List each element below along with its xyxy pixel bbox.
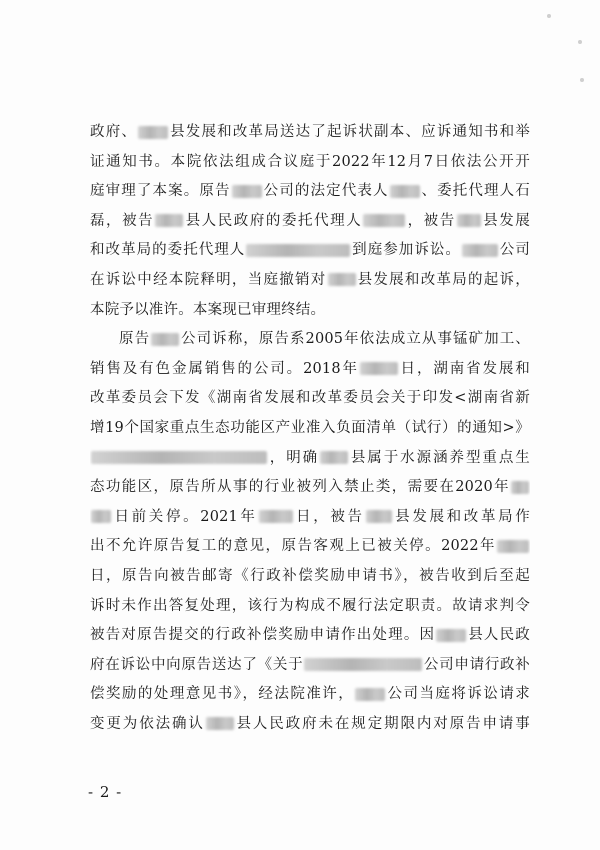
text-segment: 和改革局的委托代理人	[90, 242, 246, 259]
redacted-block	[246, 244, 350, 257]
text-segment: ，明确	[268, 449, 320, 466]
text-segment: 偿奖励的处理意见书》，经法院准许，	[90, 686, 355, 703]
text-segment: 公司	[498, 242, 530, 259]
redacted-block	[366, 510, 392, 523]
redacted-block	[91, 451, 267, 464]
scan-dot-mark	[580, 78, 584, 82]
text-segment: 县发展和改革局送达了起诉状副本、应诉通知书和举	[169, 124, 530, 140]
text-line	[90, 710, 530, 740]
redacted-block	[457, 214, 481, 227]
redacted-block	[138, 126, 168, 139]
text-line	[90, 325, 530, 355]
redacted-block	[155, 214, 183, 227]
text-segment: 县发展和改革局作	[392, 508, 530, 525]
text-segment: 公司申请行政补	[423, 656, 530, 673]
redacted-block	[259, 510, 293, 523]
text-line	[90, 177, 530, 207]
text-segment: ，被告	[406, 212, 456, 229]
redacted-block	[355, 688, 385, 701]
text-line	[90, 532, 530, 562]
redacted-block	[91, 510, 111, 523]
text-segment: 县发展和改革局的起诉，	[356, 271, 530, 288]
text-segment: 县人民政	[467, 627, 530, 644]
text-line	[90, 562, 530, 592]
page-number: - 2 -	[88, 783, 123, 801]
scan-dot-mark	[578, 40, 582, 44]
text-segment: 磊，被告	[90, 212, 155, 229]
text-line	[90, 414, 530, 444]
text-segment: 诉时未作出答复处理，该行为构成不履行法定职责。故请求判令	[90, 597, 530, 614]
text-line	[90, 355, 530, 385]
redacted-block	[511, 481, 529, 494]
text-line	[90, 148, 530, 178]
text-segment: 日，原告向被告邮寄《行政补偿奖励申请书》，被告收到后至起	[90, 567, 530, 584]
text-segment: 日前关停。2021年	[112, 508, 258, 525]
text-line	[90, 384, 530, 414]
text-segment: 、委托代理人石	[420, 183, 530, 200]
text-segment: 到庭参加诉讼。	[351, 242, 461, 259]
redacted-block	[232, 185, 262, 198]
redacted-block	[497, 540, 529, 553]
text-segment: 公司当庭将诉讼请求	[386, 686, 530, 703]
text-line	[90, 118, 530, 148]
redacted-block	[206, 717, 234, 730]
text-segment: 府在诉讼中向原告送达了《关于	[90, 656, 304, 673]
text-segment: 改革委员会下发《湖南省发展和改革委员会关于印发<湖南省新	[90, 390, 530, 407]
redacted-block	[462, 244, 498, 257]
text-segment: 本院予以准许。本案现已审理终结。	[90, 301, 326, 318]
text-line	[90, 444, 530, 474]
text-segment: 县人民政府未在规定期限内对原告申请事	[234, 715, 530, 732]
document-body	[90, 118, 530, 739]
text-segment: 县发展	[481, 212, 530, 229]
redacted-block	[328, 273, 356, 286]
text-line	[90, 473, 530, 503]
text-segment: 日，被告	[293, 508, 365, 525]
text-line	[90, 592, 530, 622]
redacted-block	[436, 629, 466, 642]
text-line	[90, 503, 530, 533]
text-segment: 县人民政府的委托代理人	[184, 212, 363, 229]
text-segment: 原告	[119, 331, 151, 348]
scan-dot-mark	[547, 14, 551, 18]
text-line	[90, 236, 530, 266]
redacted-block	[151, 333, 179, 346]
text-segment: 被告对原告提交的行政补偿奖励申请作出处理。因	[90, 627, 436, 644]
text-segment: 证通知书。本院依法组成合议庭于2022年12月7日依法公开开	[90, 153, 530, 170]
text-segment: 庭审理了本案。原告	[90, 183, 231, 200]
text-segment: 增19个国家重点生态功能区产业准入负面清单（试行）的通知>》	[90, 419, 530, 436]
redacted-block	[304, 658, 422, 671]
text-line	[90, 296, 530, 326]
redacted-block	[320, 451, 348, 464]
redacted-block	[363, 214, 405, 227]
text-segment: 县属于水源涵养型重点生	[349, 449, 530, 466]
text-segment: 销售及有色金属销售的公司。2018年	[90, 360, 359, 377]
text-segment: 出不允许原告复工的意见，原告客观上已被关停。2022年	[90, 538, 496, 555]
text-line	[90, 266, 530, 296]
text-line	[90, 651, 530, 681]
text-segment: 日，湖南省发展和	[398, 360, 530, 377]
text-line	[90, 207, 530, 237]
text-line	[90, 680, 530, 710]
redacted-block	[390, 185, 420, 198]
text-segment: 政府、	[90, 124, 138, 140]
text-segment: 公司诉称，原告系2005年依法成立从事锰矿加工、	[180, 331, 530, 348]
text-segment: 在诉讼中经本院释明，当庭撤销对	[90, 271, 327, 288]
text-segment: 公司的法定代表人	[262, 183, 389, 200]
text-line	[90, 621, 530, 651]
redacted-block	[360, 362, 398, 375]
text-segment: 态功能区，原告所从事的行业被列入禁止类，需要在2020年	[90, 479, 510, 496]
text-segment: 变更为依法确认	[90, 715, 205, 732]
